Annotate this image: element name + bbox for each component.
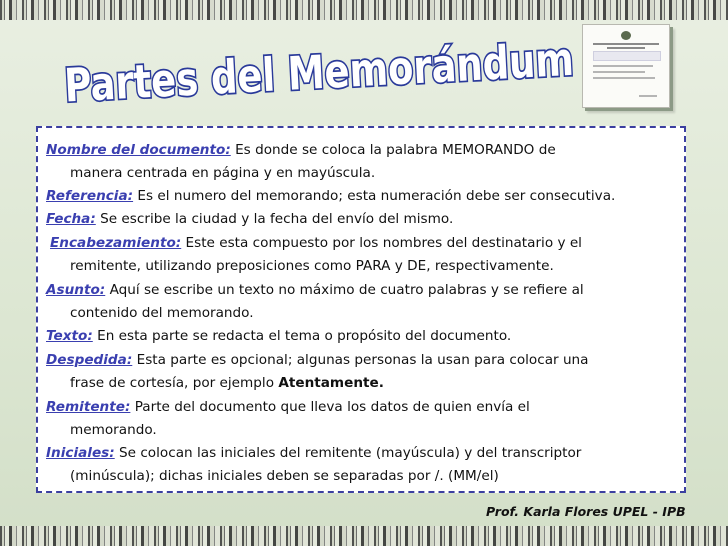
list-item	[46, 442, 678, 489]
item-continuation: manera centrada en página y en mayúscula.	[70, 165, 376, 182]
item-continuation-text: frase de cortesía, por ejemplo	[70, 375, 279, 392]
memo-parts-list	[36, 126, 686, 493]
list-item	[46, 208, 678, 231]
item-text: Se escribe la ciudad y la fecha del envío del mismo.	[95, 211, 454, 227]
bottom-decorative-bar	[0, 526, 728, 546]
list-item	[46, 139, 678, 186]
item-text: Este esta compuesto por los nombres del destinatario y el	[181, 235, 582, 251]
item-continuation: remitente, utilizando preposiciones como PARA y DE, respectivamente.	[70, 258, 554, 275]
list-item	[46, 396, 678, 443]
item-label: Nombre del documento:	[46, 142, 231, 158]
item-label: Remitente:	[46, 399, 131, 415]
top-decorative-bar	[0, 0, 728, 20]
item-label: Despedida:	[46, 352, 133, 368]
item-label: Texto:	[46, 328, 93, 344]
item-text: Esta parte es opcional; algunas personas la usan para colocar una	[132, 352, 589, 368]
item-continuation	[46, 372, 678, 395]
author-credit: Prof. Karla Flores UPEL - IPB	[486, 504, 686, 519]
slide-title	[62, 22, 701, 113]
list-item	[46, 279, 678, 326]
item-continuation: memorando.	[70, 422, 157, 439]
item-label: Encabezamiento:	[50, 235, 182, 251]
list-item	[46, 325, 678, 348]
item-text: Aquí se escribe un texto no máximo de cuatro palabras y se refiere al	[105, 282, 584, 298]
item-text: Es el numero del memorando; esta numeración debe ser consecutiva.	[133, 188, 616, 204]
item-text: En esta parte se redacta el tema o propósito del documento.	[92, 328, 512, 344]
item-label: Referencia:	[46, 188, 134, 204]
item-example-bold: Atentamente.	[278, 375, 384, 392]
list-item	[46, 349, 678, 396]
slide-title-art	[62, 22, 701, 113]
memo-document-thumbnail	[582, 24, 670, 108]
item-continuation: contenido del memorando.	[70, 305, 254, 322]
item-text: Se colocan las iniciales del remitente (mayúscula) y del transcriptor	[114, 445, 582, 461]
item-label: Iniciales:	[46, 445, 115, 461]
slide-title-text: Partes del Memorándum	[62, 25, 701, 113]
list-item	[46, 232, 678, 279]
item-text: Es donde se coloca la palabra MEMORANDO de	[230, 142, 556, 158]
item-text: Parte del documento que lleva los datos de quien envía el	[130, 399, 530, 415]
list-item	[46, 185, 678, 208]
item-continuation: (minúscula); dichas iniciales deben se separadas por /. (MM/el)	[70, 468, 499, 485]
item-label: Fecha:	[46, 211, 96, 227]
seal-icon	[621, 31, 631, 40]
item-label: Asunto:	[46, 282, 106, 298]
